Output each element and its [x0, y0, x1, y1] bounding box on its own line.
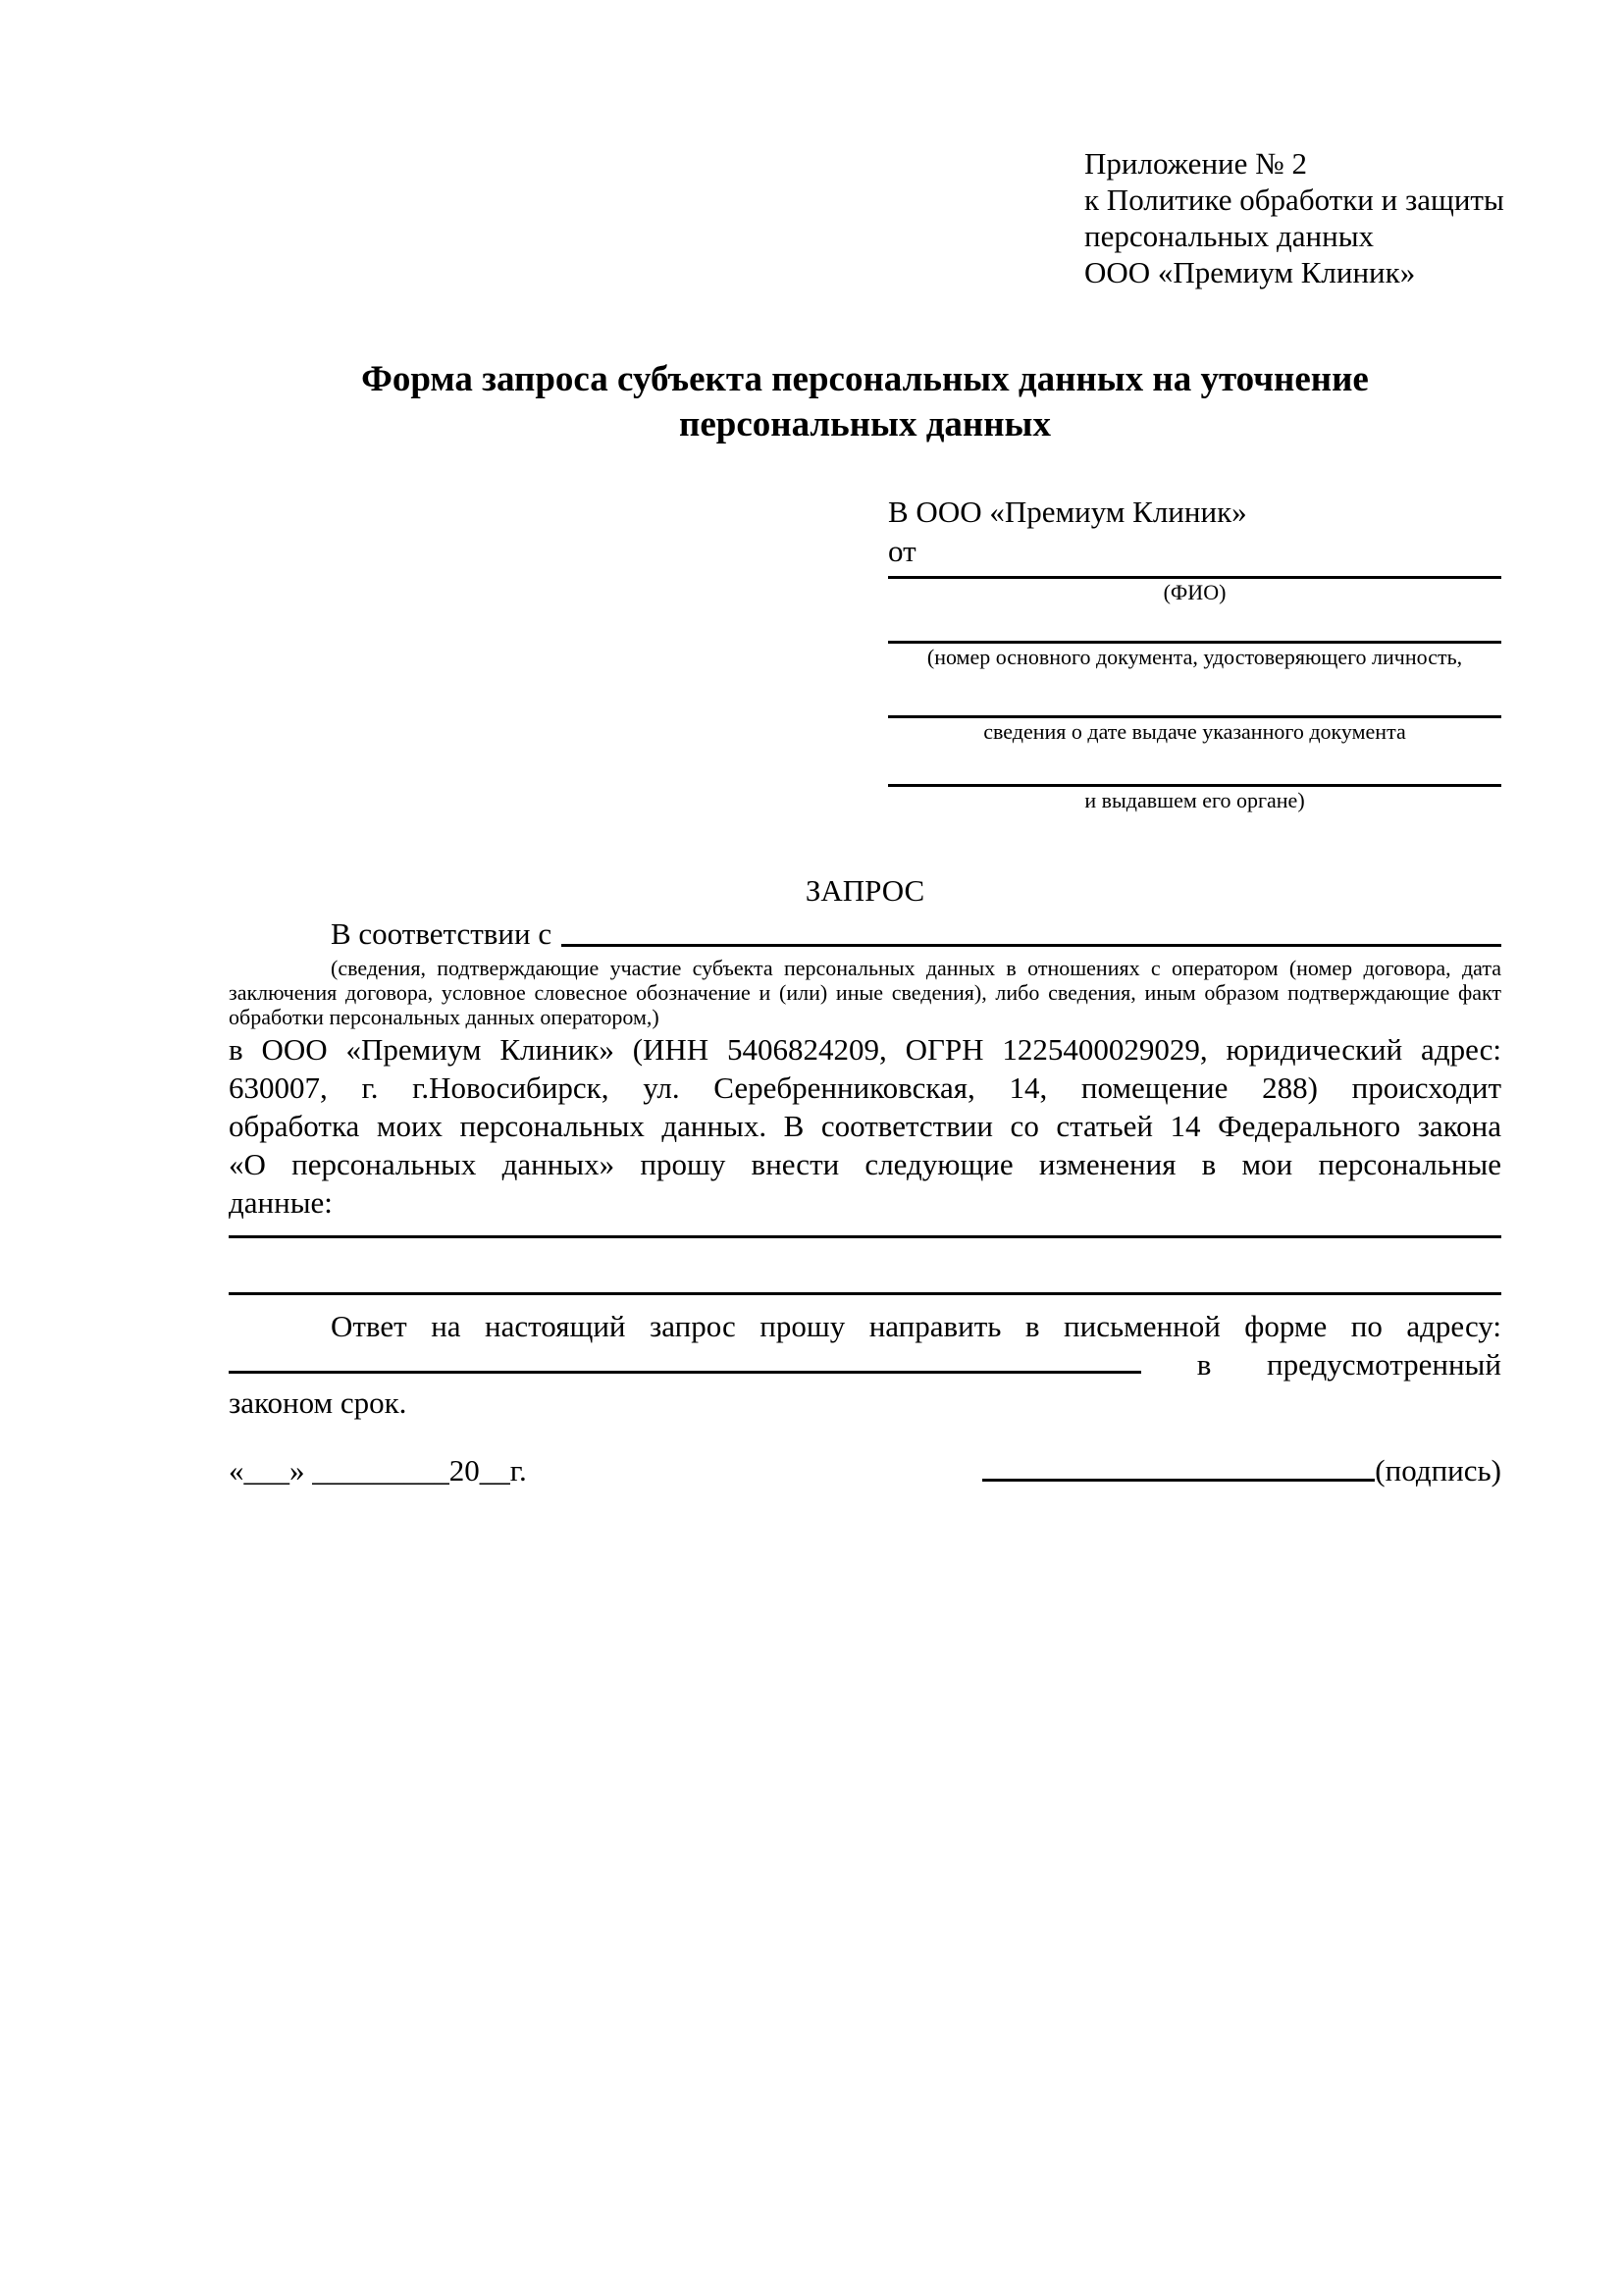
- footnote-line-2: заключения договора, условное словесное обозначение и (или) иные сведения), либо сведения, иным образом подтверждающие факт: [229, 980, 1501, 1005]
- signature-input-line[interactable]: [982, 1479, 1375, 1482]
- footnote-line-1: (сведения, подтверждающие участие субъекта персональных данных в отношениях с оператором (номер договора, дата: [331, 956, 1501, 980]
- body-line-3: обработка моих персональных данных. В соответствии со статьей 14 Федерального закона: [229, 1109, 1501, 1143]
- form-title: [229, 357, 1501, 447]
- date-field[interactable]: «___» _________20__г.: [229, 1453, 527, 1487]
- appendix-line-2: к Политике обработки и защиты: [1084, 183, 1504, 217]
- appendix-line-1: Приложение № 2: [1084, 146, 1307, 181]
- reply-line-3: законом срок.: [229, 1385, 407, 1420]
- signature-caption: (подпись): [1375, 1453, 1501, 1487]
- form-title-line-1: Форма запроса субъекта персональных данных на уточнение: [361, 359, 1369, 399]
- intro-line: [229, 914, 1501, 954]
- body-line-4: «О персональных данных» прошу внести следующие изменения в мои персональные: [229, 1147, 1501, 1181]
- document-number-caption: (номер основного документа, удостоверяющего личность,: [926, 645, 1463, 669]
- basis-input-line[interactable]: [561, 914, 1501, 947]
- changes-input-line-1[interactable]: [229, 1235, 1501, 1238]
- reply-line-2: [229, 1345, 1501, 1383]
- issue-date-input-line[interactable]: [888, 670, 1501, 718]
- reply-word-1: в: [1196, 1347, 1212, 1382]
- intro-prefix: В соответствии с: [331, 916, 552, 951]
- fio-input-line[interactable]: [888, 571, 1501, 579]
- footnote: [229, 956, 1501, 1029]
- body-line-2: 630007, г. г.Новосибирск, ул. Серебренниковская, 14, помещение 288) происходит: [229, 1070, 1501, 1105]
- document-number-input-line[interactable]: [888, 605, 1501, 644]
- body-line-1: в ООО «Премиум Клиник» (ИНН 5406824209, ОГРН 1225400029029, юридический адрес:: [229, 1032, 1501, 1067]
- body-line-5: данные:: [229, 1185, 333, 1220]
- issuing-authority-input-line[interactable]: [888, 745, 1501, 787]
- form-title-line-2: персональных данных: [679, 404, 1051, 444]
- reply-word-2: предусмотренный: [1267, 1347, 1501, 1382]
- fio-caption: (ФИО): [1163, 580, 1227, 604]
- issue-date-caption: сведения о дате выдаче указанного документа: [983, 719, 1406, 744]
- appendix-line-4: ООО «Премиум Клиник»: [1084, 255, 1416, 289]
- appendix-line-3: персональных данных: [1084, 219, 1375, 253]
- addressee-from: от: [888, 534, 916, 568]
- addressee-to: В ООО «Премиум Клиник»: [888, 495, 1247, 529]
- request-heading: ЗАПРОС: [805, 873, 925, 908]
- addressee-block: [888, 493, 1501, 813]
- changes-input-line-2[interactable]: [229, 1292, 1501, 1295]
- appendix-note: [1084, 145, 1504, 290]
- signature-group: [982, 1451, 1501, 1489]
- footnote-line-3: обработки персональных данных оператором,): [229, 1005, 659, 1029]
- reply-paragraph: [229, 1307, 1501, 1422]
- reply-address-input-line[interactable]: [229, 1371, 1141, 1374]
- signature-row: [229, 1451, 1501, 1489]
- reply-line-1: Ответ на настоящий запрос прошу направить в письменной форме по адресу:: [331, 1309, 1501, 1343]
- issuing-authority-caption: и выдавшем его органе): [1084, 788, 1305, 812]
- request-body: [229, 1030, 1501, 1222]
